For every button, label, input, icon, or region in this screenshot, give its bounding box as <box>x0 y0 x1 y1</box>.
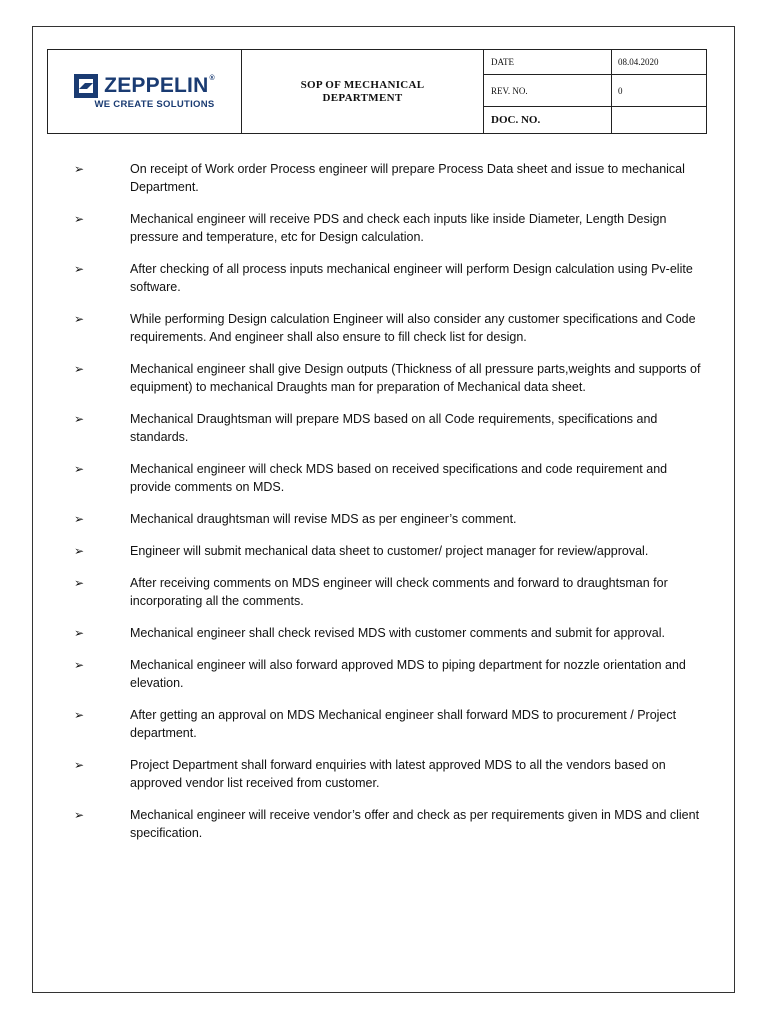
list-item-text: After receiving comments on MDS engineer will check comments and forward to draughtsman for incorporating all the comments. <box>130 576 668 608</box>
rev-no-value: 0 <box>612 75 707 107</box>
arrow-bullet-icon: ➢ <box>74 412 85 426</box>
arrow-bullet-icon: ➢ <box>74 758 85 772</box>
list-item-text: Mechanical engineer will also forward approved MDS to piping department for nozzle orientation and elevation. <box>130 658 686 690</box>
list-item <box>0 510 768 528</box>
doc-no-value <box>612 107 707 134</box>
zeppelin-mark-icon <box>74 74 98 98</box>
arrow-bullet-icon: ➢ <box>74 626 85 640</box>
arrow-bullet-icon: ➢ <box>74 262 85 276</box>
logo-tagline: WE CREATE SOLUTIONS <box>94 98 215 110</box>
list-item-text: After getting an approval on MDS Mechanical engineer shall forward MDS to procurement / Project department. <box>130 708 677 740</box>
arrow-bullet-icon: ➢ <box>74 708 85 722</box>
list-item <box>0 460 768 496</box>
list-item <box>0 756 768 792</box>
list-item-text: Mechanical engineer shall give Design outputs (Thickness of all pressure parts,weights and supports of equipment) to mechanical Draughts man for preparation of Mechanical data sheet. <box>130 362 701 394</box>
list-item <box>0 310 768 346</box>
list-item-text: After checking of all process inputs mechanical engineer will perform Design calculation using Pv-elite software. <box>130 262 693 294</box>
list-item <box>0 624 768 642</box>
arrow-bullet-icon: ➢ <box>74 658 85 672</box>
arrow-bullet-icon: ➢ <box>74 312 85 326</box>
document-title-line-1: SOP OF MECHANICAL <box>300 78 425 91</box>
list-item <box>0 410 768 446</box>
list-item-text: On receipt of Work order Process engineer will prepare Process Data sheet and issue to mechanical Department. <box>130 162 685 194</box>
procedure-list <box>0 160 768 856</box>
list-item <box>0 706 768 742</box>
list-item-text: While performing Design calculation Engineer will also consider any customer specifications and Code requirements. And engineer shall also ensure to fill check list for design. <box>130 312 696 344</box>
list-item-text: Mechanical engineer shall check revised MDS with customer comments and submit for approval. <box>130 626 665 640</box>
list-item-text: Mechanical engineer will check MDS based on received specifications and code requirement and provide comments on MDS. <box>130 462 668 494</box>
arrow-bullet-icon: ➢ <box>74 462 85 476</box>
document-title-cell <box>242 50 484 134</box>
list-item <box>0 210 768 246</box>
document-header-table <box>47 49 707 134</box>
list-item <box>0 574 768 610</box>
list-item-text: Mechanical engineer will receive vendor’s offer and check as per requirements given in MDS and client specification. <box>130 808 700 840</box>
list-item-text: Mechanical engineer will receive PDS and check each inputs like inside Diameter, Length Design pressure and temperature, etc for Design calculation. <box>130 212 667 244</box>
list-item-text: Mechanical Draughtsman will prepare MDS based on all Code requirements, specifications and standards. <box>130 412 658 444</box>
document-title-line-2: DEPARTMENT <box>322 91 403 104</box>
rev-no-label: REV. NO. <box>484 75 612 107</box>
list-item <box>0 542 768 560</box>
list-item-text: Engineer will submit mechanical data sheet to customer/ project manager for review/approval. <box>130 544 649 558</box>
date-label: DATE <box>484 50 612 75</box>
logo-wordmark: ZEPPELIN® <box>104 74 215 97</box>
date-value: 08.04.2020 <box>612 50 707 75</box>
document-title <box>242 79 483 105</box>
doc-no-label: DOC. NO. <box>484 107 612 134</box>
arrow-bullet-icon: ➢ <box>74 808 85 822</box>
list-item <box>0 260 768 296</box>
arrow-bullet-icon: ➢ <box>74 162 85 176</box>
logo-cell <box>48 50 242 134</box>
zeppelin-logo <box>48 74 241 110</box>
list-item <box>0 160 768 196</box>
list-item <box>0 806 768 842</box>
arrow-bullet-icon: ➢ <box>74 212 85 226</box>
list-item <box>0 656 768 692</box>
arrow-bullet-icon: ➢ <box>74 362 85 376</box>
arrow-bullet-icon: ➢ <box>74 576 85 590</box>
list-item-text: Mechanical draughtsman will revise MDS as per engineer’s comment. <box>130 512 517 526</box>
list-item-text: Project Department shall forward enquiries with latest approved MDS to all the vendors based on approved vendor list received from customer. <box>130 758 666 790</box>
arrow-bullet-icon: ➢ <box>74 544 85 558</box>
list-item <box>0 360 768 396</box>
arrow-bullet-icon: ➢ <box>74 512 85 526</box>
